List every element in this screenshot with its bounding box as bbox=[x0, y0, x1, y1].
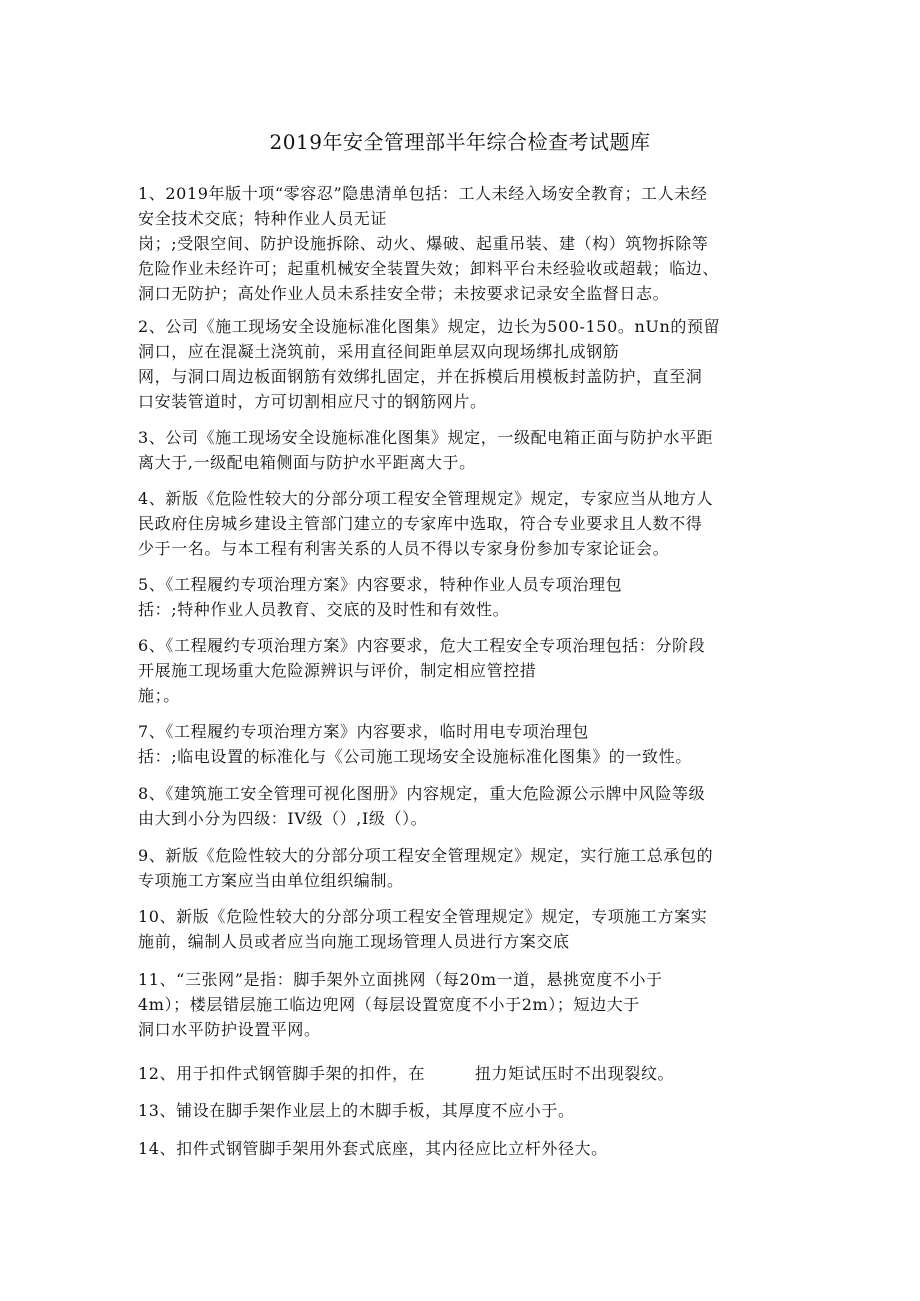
question-line: 由大到小分为四级：IV级（）,I级（）。 bbox=[138, 809, 428, 828]
question-line: 危险作业未经许可；起重机械安全装置失效；卸料平台未经验收或超载；临边、 bbox=[138, 259, 720, 278]
question-line: 洞口水平防护设置平网。 bbox=[138, 1020, 321, 1039]
question-line: 10、新版《危险性较大的分部分项工程安全管理规定》规定，专项施工方案实 bbox=[138, 907, 708, 926]
question-line: 1、2019年版十项“零容忍”隐患清单包括：工人未经入场安全教育；工人未经 bbox=[138, 184, 708, 203]
question-line: 网，与洞口周边板面钢筋有效绑扎固定，并在拆模后用模板封盖防护，直至洞 bbox=[138, 367, 703, 386]
question-line: 8、《建筑施工安全管理可视化图册》内容规定，重大危险源公示牌中风险等级 bbox=[138, 784, 706, 803]
question-12 bbox=[138, 1061, 798, 1086]
question-line: 3、公司《施工现场安全设施标准化图集》规定，一级配电箱正面与防护水平距 bbox=[138, 428, 714, 447]
question-line: 施前，编制人员或者应当向施工现场管理人员进行方案交底 bbox=[138, 932, 570, 951]
question-line: 洞口，应在混凝土浇筑前，采用直径间距单层双向现场绑扎成钢筋 bbox=[138, 342, 620, 361]
question-2 bbox=[138, 314, 798, 414]
question-line: 11、“三张网”是指：脚手架外立面挑网（每20m一道，悬挑宽度不小于 bbox=[138, 970, 663, 989]
question-line: 2、公司《施工现场安全设施标准化图集》规定，边长为500-150。nUn的预留 bbox=[138, 317, 721, 336]
question-13 bbox=[138, 1098, 798, 1123]
question-10 bbox=[138, 904, 798, 954]
question-line: 离大于,一级配电箱侧面与防护水平距离大于。 bbox=[138, 453, 476, 472]
question-3 bbox=[138, 425, 798, 475]
question-line: 专项施工方案应当由单位组织编制。 bbox=[138, 871, 404, 890]
question-4 bbox=[138, 486, 798, 561]
question-5 bbox=[138, 572, 798, 622]
question-line: 民政府住房城乡建设主管部门建立的专家库中选取，符合专业要求且人数不得 bbox=[138, 514, 703, 533]
question-9 bbox=[138, 843, 798, 893]
question-line: 4、新版《危险性较大的分部分项工程安全管理规定》规定，专家应当从地方人 bbox=[138, 489, 714, 508]
question-line: 开展施工现场重大危险源辨识与评价，制定相应管控措 bbox=[138, 661, 537, 680]
question-6 bbox=[138, 633, 798, 708]
question-line: 括：;特种作业人员教育、交底的及时性和有效性。 bbox=[138, 600, 510, 619]
question-line: 13、铺设在脚手架作业层上的木脚手板，其厚度不应小于。 bbox=[138, 1101, 575, 1120]
question-line: 少于一名。与本工程有利害关系的人员不得以专家身份参加专家论证会。 bbox=[138, 539, 670, 558]
question-14 bbox=[138, 1136, 798, 1161]
question-line: 口安装管道时，方可切割相应尺寸的钢筋网片。 bbox=[138, 392, 487, 411]
question-11 bbox=[138, 967, 798, 1042]
question-line: 岗；;受限空间、防护设施拆除、动火、爆破、起重吊装、建（构）筑物拆除等 bbox=[138, 234, 709, 253]
document-title: 2019年安全管理部半年综合检查考试题库 bbox=[269, 130, 651, 154]
question-line: 7、《工程履约专项治理方案》内容要求，临时用电专项治理包 bbox=[138, 722, 589, 741]
question-8 bbox=[138, 781, 798, 831]
question-line: 5、《工程履约专项治理方案》内容要求，特种作业人员专项治理包 bbox=[138, 575, 623, 594]
question-line: 12、用于扣件式钢管脚手架的扣件，在 扭力矩试压时不出现裂纹。 bbox=[138, 1064, 675, 1083]
question-7 bbox=[138, 719, 798, 769]
question-line: 6、《工程履约专项治理方案》内容要求，危大工程安全专项治理包括：分阶段 bbox=[138, 636, 706, 655]
question-line: 4m）；楼层错层施工临边兜网（每层设置宽度不小于2m）；短边大于 bbox=[138, 995, 640, 1014]
question-line: 安全技术交底；特种作业人员无证 bbox=[138, 209, 388, 228]
question-line: 施；。 bbox=[138, 686, 180, 705]
question-line: 9、新版《危险性较大的分部分项工程安全管理规定》规定，实行施工总承包的 bbox=[138, 846, 714, 865]
question-line: 14、扣件式钢管脚手架用外套式底座，其内径应比立杆外径大。 bbox=[138, 1139, 608, 1158]
question-line: 洞口无防护；高处作业人员未系挂安全带；未按要求记录安全监督日志。 bbox=[138, 284, 670, 303]
question-1 bbox=[138, 181, 798, 306]
question-line: 括：;临电设置的标准化与《公司施工现场安全设施标准化图集》的一致性。 bbox=[138, 747, 692, 766]
